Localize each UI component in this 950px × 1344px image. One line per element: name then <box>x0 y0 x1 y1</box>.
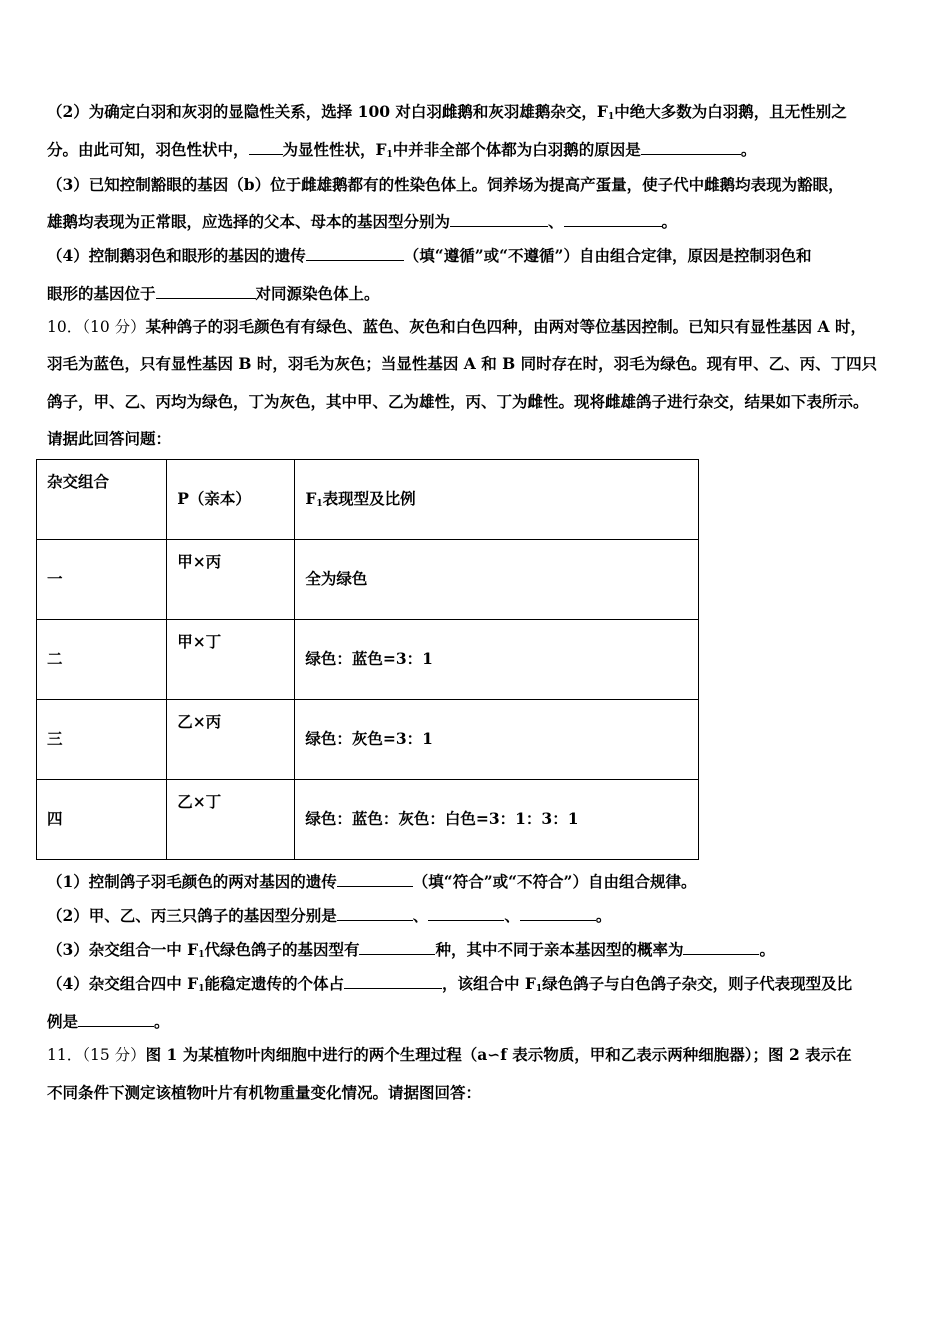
table-row <box>37 540 699 620</box>
table-header-cell: $F_1$表现型及比例 <box>295 460 699 540</box>
text: 不同条件下测定该植物叶片有机物重量变化情况。请据图回答： <box>47 1083 482 1102</box>
answer-blank[interactable] <box>156 283 256 299</box>
table-cell: 一 <box>37 540 167 620</box>
text: （填“遵循”或“不遵循”）自由组合定律，原因是控制羽色和 <box>403 246 812 265</box>
table-row <box>37 780 699 860</box>
q10-intro-line4 <box>47 428 909 450</box>
answer-blank[interactable] <box>641 139 741 155</box>
answer-blank[interactable] <box>683 939 759 955</box>
text: 图 1 为某植物叶肉细胞中进行的两个生理过程（a∽f 表示物质，甲和乙表示两种细胞器）；图 2 表示在 <box>145 1045 852 1064</box>
text: （4）杂交组合四中 F <box>47 974 199 993</box>
table-cell: 全为绿色 <box>295 540 699 620</box>
answer-blank[interactable] <box>306 245 404 261</box>
text: （2）甲、乙、丙三只鸽子的基因型分别是 <box>47 906 337 925</box>
text: 。 <box>759 940 775 959</box>
text: 。 <box>595 906 612 925</box>
answer-blank[interactable] <box>359 939 435 955</box>
text: 。 <box>661 212 678 231</box>
table-cell: 三 <box>37 700 167 780</box>
q9-part4-line1 <box>47 245 909 267</box>
q9-part2-line2 <box>47 139 909 166</box>
table-cell: 甲×丁 <box>167 620 295 700</box>
answer-blank[interactable] <box>337 871 413 887</box>
text: 中并非全部个体都为白羽鹅的原因是 <box>392 140 641 159</box>
table-row <box>37 620 699 700</box>
answer-blank[interactable] <box>520 905 596 921</box>
text: 中绝大多数为白羽鹅，且无性别之 <box>614 102 847 121</box>
table-cell: 二 <box>37 620 167 700</box>
table-cell: 绿色：灰色=3：1 <box>295 700 699 780</box>
text: 代绿色鸽子的基因型有 <box>204 940 360 959</box>
table-cell: 绿色：蓝色=3：1 <box>295 620 699 700</box>
table-header-row <box>37 460 699 540</box>
answer-blank[interactable] <box>428 905 504 921</box>
question-number: 11．（15 分） <box>47 1046 146 1064</box>
table-row <box>37 700 699 780</box>
answer-blank[interactable] <box>337 905 413 921</box>
table-header-cell: P（亲本） <box>167 460 295 540</box>
q9-part2-line1 <box>47 101 909 128</box>
answer-blank[interactable] <box>249 139 283 155</box>
text: 请据此回答问题： <box>47 429 172 448</box>
table-cell: 绿色：蓝色：灰色：白色=3：1：3：1 <box>295 780 699 860</box>
text: 某种鸽子的羽毛颜色有有绿色、蓝色、灰色和白色四种，由两对等位基因控制。已知只有显性基因 A 时， <box>145 317 866 336</box>
subscript: 1 <box>198 984 205 994</box>
text: 、 <box>548 212 564 231</box>
text: 能稳定遗传的个体占 <box>204 974 344 993</box>
text: 为显性性状，F <box>282 140 387 159</box>
text: 雄鹅均表现为正常眼，应选择的父本、母本的基因型分别为 <box>47 212 451 231</box>
answer-blank[interactable] <box>450 211 548 227</box>
answer-blank[interactable] <box>564 211 662 227</box>
q10-sub2 <box>47 905 909 927</box>
text: 种，其中不同于亲本基因型的概率为 <box>435 940 684 959</box>
text: （4）控制鹅羽色和眼形的基因的遗传 <box>47 246 306 265</box>
text: 眼形的基因位于 <box>47 284 156 303</box>
text: 例是 <box>47 1012 79 1031</box>
text: （3）已知控制豁眼的基因（b）位于雌雄鹅都有的性染色体上。饲养场为提高产蛋量，使子代中雌鹅均表现为豁眼， <box>47 175 844 194</box>
text: （1）控制鸽子羽毛颜色的两对基因的遗传 <box>47 872 337 891</box>
text: （2）为确定白羽和灰羽的显隐性关系，选择 100 对白羽雌鹅和灰羽雄鹅杂交，F <box>47 102 608 121</box>
q10-sub4-line1 <box>47 973 909 1000</box>
table-cell: 甲×丙 <box>167 540 295 620</box>
table-cell: 乙×丙 <box>167 700 295 780</box>
q10-intro-line2 <box>47 353 909 375</box>
answer-blank[interactable] <box>344 973 442 989</box>
subscript: 1 <box>198 950 205 960</box>
q11-line2 <box>47 1082 909 1104</box>
text: 绿色鸽子与白色鸽子杂交，则子代表现型及比 <box>542 974 853 993</box>
text: （填“符合”或“不符合”）自由组合规律。 <box>412 872 697 891</box>
table-cell: 四 <box>37 780 167 860</box>
subscript: 1 <box>535 984 543 994</box>
text: 、 <box>412 906 429 925</box>
cross-results-table <box>36 459 699 860</box>
subscript: 1 <box>386 150 393 160</box>
q10-sub4-line2 <box>47 1011 909 1033</box>
subscript: 1 <box>607 112 615 122</box>
text: 、 <box>504 906 520 925</box>
q10-intro-line3 <box>47 391 909 413</box>
text: （3）杂交组合一中 F <box>47 940 199 959</box>
table-cell: 乙×丁 <box>167 780 295 860</box>
text: ，该组合中 F <box>441 974 536 993</box>
q10-intro-line1 <box>47 316 909 338</box>
text: 鸽子，甲、乙、丙均为绿色，丁为灰色，其中甲、乙为雄性，丙、丁为雌性。现将雌雄鸽子进行杂交，结果如下表所示。 <box>47 392 869 411</box>
text: 。 <box>740 140 757 159</box>
answer-blank[interactable] <box>78 1011 154 1027</box>
table-header-cell: 杂交组合 <box>37 460 167 540</box>
q10-sub3 <box>47 939 909 966</box>
q9-part3-line1 <box>47 174 909 196</box>
text: 。 <box>154 1012 170 1031</box>
q9-part4-line2 <box>47 283 909 305</box>
question-number: 10．（10 分） <box>47 318 146 336</box>
q10-sub1 <box>47 871 909 893</box>
text: 对同源染色体上。 <box>255 284 380 303</box>
text: 羽毛为蓝色，只有显性基因 B 时，羽毛为灰色；当显性基因 A 和 B 同时存在时，羽毛为绿色。现有甲、乙、丙、丁四只 <box>47 354 878 373</box>
text: 分。由此可知，羽色性状中， <box>47 140 249 159</box>
q11-line1 <box>47 1044 909 1066</box>
q9-part3-line2 <box>47 211 909 233</box>
